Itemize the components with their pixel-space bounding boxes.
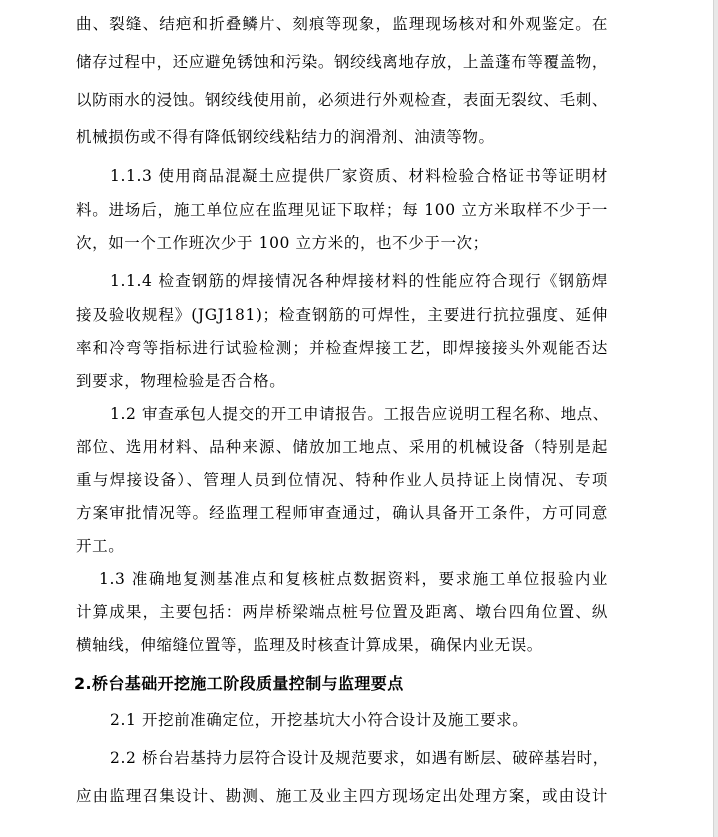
paragraph-line: 计算成果，主要包括：两岸桥梁端点桩号位置及距离、墩台四角位置、纵 [76,603,608,621]
paragraph-line: 横轴线，伸缩缝位置等，监理及时核查计算成果，确保内业无误。 [76,636,543,654]
paragraph-first-line: 1.1.4 检查钢筋的焊接情况各种焊接材料的性能应符合现行《钢筋焊 [110,272,608,290]
paragraph-line: 储存过程中，还应避免锈蚀和污染。钢绞线离地存放，上盖蓬布等覆盖物， [76,53,608,71]
paragraph-line: 方案审批情况等。经监理工程师审查通过，确认具备开工条件，方可同意 [76,504,608,522]
paragraph-line: 应由监理召集设计、勘测、施工及业主四方现场定出处理方案，或由设计 [76,787,608,805]
paragraph-line: 以防雨水的浸蚀。钢绞线使用前，必须进行外观检查，表面无裂纹、毛刺、 [76,91,608,109]
paragraph-line: 接及验收规程》(JGJ181)；检查钢筋的可焊性，主要进行抗拉强度、延伸 [76,306,608,324]
paragraph-line: 部位、选用材料、品种来源、储放加工地点、采用的机械设备（特别是起 [76,438,608,456]
paragraph-line: 到要求，物理检验是否合格。 [76,372,286,390]
paragraph-line: 曲、裂缝、结疤和折叠鳞片、刻痕等现象，监理现场核对和外观鉴定。在 [76,15,608,33]
paragraph-first-line: 2.1 开挖前准确定位，开挖基坑大小符合设计及施工要求。 [110,711,529,729]
paragraph-first-line: 1.2 审查承包人提交的开工申请报告。工报告应说明工程名称、地点、 [110,405,609,423]
paragraph-line: 料。进场后，施工单位应在监理见证下取样；每 100 立方米取样不少于一 [76,201,608,219]
paragraph-line: 重与焊接设备）、管理人员到位情况、特种作业人员持证上岗情况、专项 [76,471,608,489]
paragraph-line: 次，如一个工作班次少于 100 立方米的，也不少于一次； [76,234,489,252]
paragraph-line: 机械损伤或不得有降低钢绞线粘结力的润滑剂、油渍等物。 [76,128,495,146]
section-heading: 2.桥台基础开挖施工阶段质量控制与监理要点 [74,674,404,693]
paragraph-line: 率和冷弯等指标进行试验检测；并检查焊接工艺，即焊接接头外观能否达 [76,339,608,357]
paragraph-first-line: 1.3 准确地复测基准点和复核桩点数据资料，要求施工单位报验内业 [99,570,608,588]
page-edge [713,0,718,837]
paragraph-first-line: 1.1.3 使用商品混凝土应提供厂家资质、材料检验合格证书等证明材 [110,167,608,185]
paragraph-line: 开工。 [76,537,125,555]
paragraph-first-line: 2.2 桥台岩基持力层符合设计及规范要求，如遇有断层、破碎基岩时， [110,749,609,767]
